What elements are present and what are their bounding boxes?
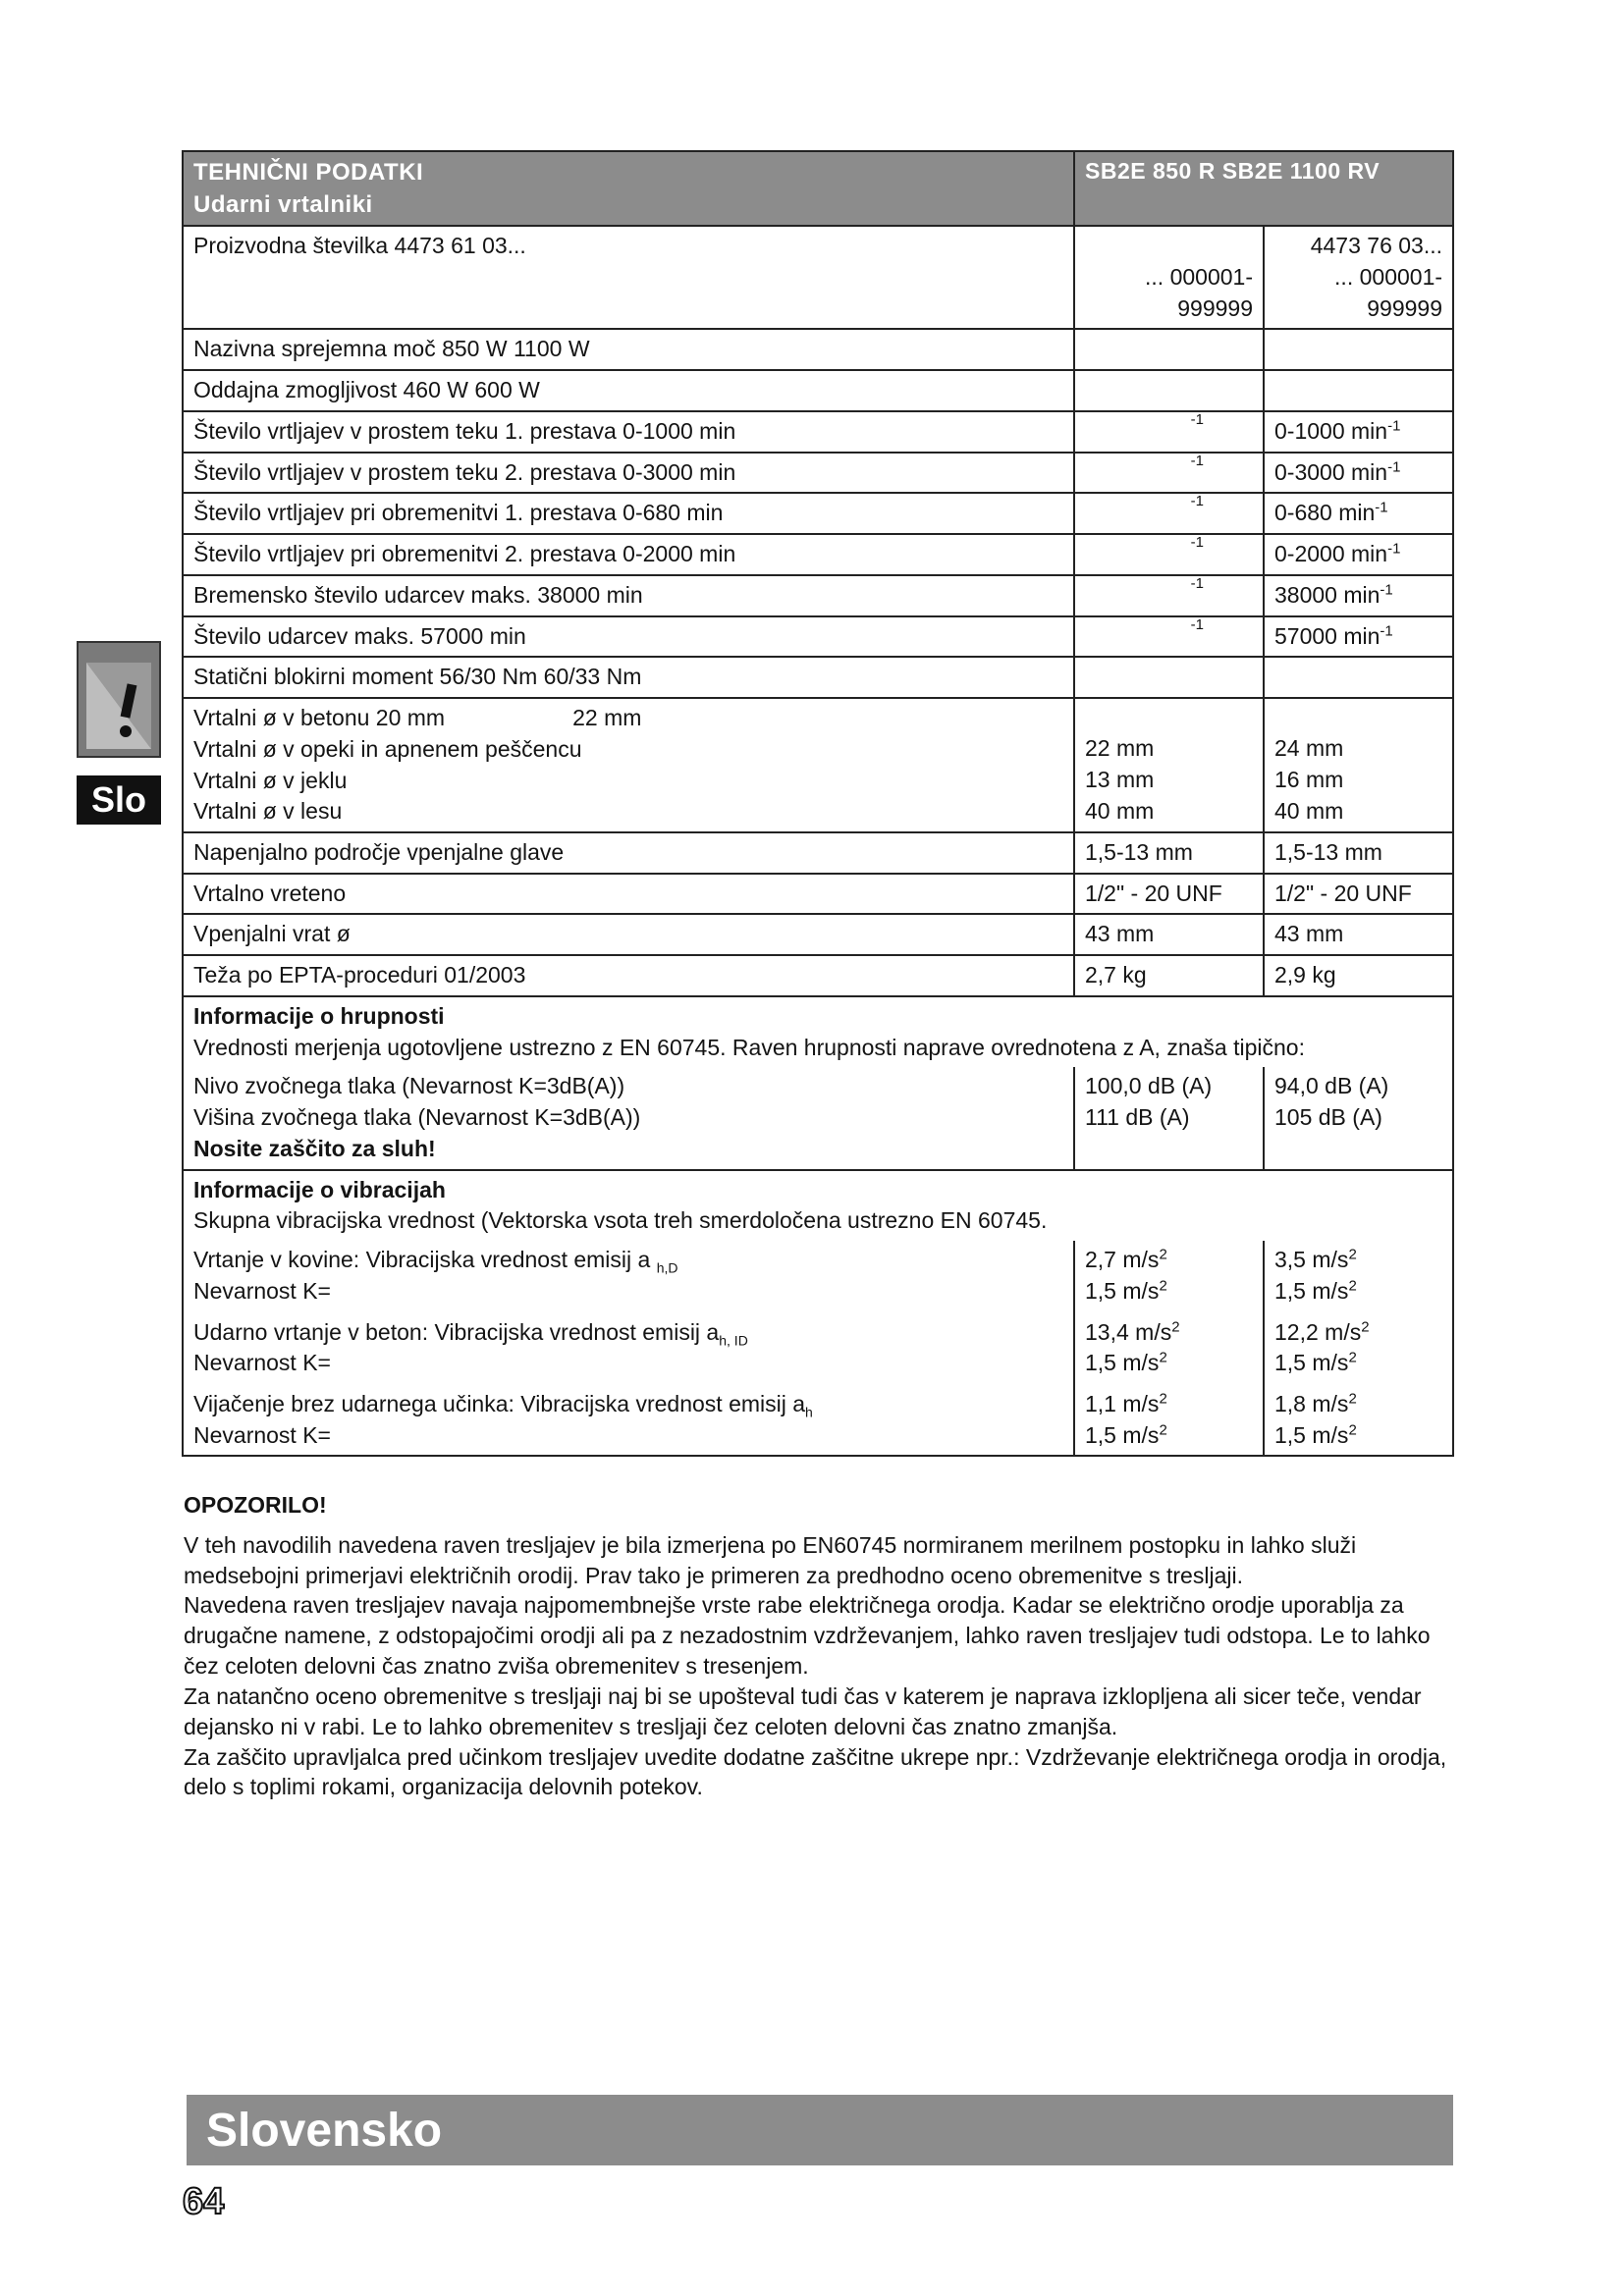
vibration-values-c3 [1264,1241,1453,1456]
table-title: TEHNIČNI PODATKI [193,159,424,186]
load1-exponent: -1 [1074,493,1264,534]
weight-c2: 2,7 kg [1074,955,1264,996]
drill-brick-label: Vrtalni ø v opeki in apnenem peščencu [193,735,582,762]
empty-cell [1264,657,1453,698]
ear-protection-note: Nosite zaščito za sluh! [193,1135,436,1161]
vibration-intro-cell [183,1170,1453,1241]
table-row [183,657,1453,698]
load1-label: Število vrtljajev pri obremenitvi 1. prestava 0-680 min [183,493,1074,534]
spindle-label: Vrtalno vreteno [183,874,1074,915]
collar-label: Vpenjalni vrat ø [183,914,1074,955]
table-row [183,226,1453,329]
noise-power-c2: 111 dB (A) [1085,1104,1190,1131]
drill-brick-c2: 22 mm [1085,735,1155,762]
vibration-screw-uncertainty: Nevarnost K= [193,1421,331,1448]
speed1-c3: 0-1000 $\min^{-1}$ [1264,411,1453,453]
drill-steel-c3: 16 mm [1274,766,1344,792]
output-power-label: Oddajna zmogljivost 460 W 600 W [183,370,1074,411]
spindle-c2: 1/2" - 20 UNF [1074,874,1264,915]
vibration-screw-c3: 1,8 $m/s^2$ [1274,1390,1357,1416]
product-range-c2: ... 000001-999999 [1074,226,1264,329]
weight-label: Teža po EPTA-proceduri 01/2003 [183,955,1074,996]
table-row [183,698,1453,832]
vibration-values-row [183,1241,1453,1456]
noise-intro-cell [183,996,1453,1067]
drill-values-c2 [1074,698,1264,832]
table-row [183,534,1453,575]
noise-values-c3 [1264,1067,1453,1169]
vibration-concrete-k-c2: 1,5 $m/s^2$ [1085,1349,1167,1376]
impact-label: Število udarcev maks. 57000 min [183,616,1074,658]
vibration-screw-k-c2: 1,5 $m/s^2$ [1085,1421,1167,1448]
product-range-c3: ... 000001-999999 [1334,263,1443,321]
vibration-concrete-c3: 12,2 $m/s^2$ [1274,1317,1370,1345]
drill-brick-c3: 24 mm [1274,735,1344,762]
drill-values-c3 [1264,698,1453,832]
chuck-range-c2: 1,5-13 mm [1074,832,1264,874]
table-subtitle: Udarni vrtalniki [193,191,373,219]
vibration-screw-label: Vijačenje brez udarnega učinka: Vibracijska vrednost emisij $a_h$ [193,1390,813,1420]
drill-steel-label: Vrtalni ø v jeklu [193,767,348,793]
empty-cell [1264,370,1453,411]
model-names: SB2E 850 R SB2E 1100 RV [1085,158,1380,184]
warning-paragraph: V teh navodilih navedena raven tresljajev je bila izmerjena po EN60745 normiranem merilnem postopku in lahko služi medsebojni primerjavi električnih orodij. Prav tako je primeren za predhodno oceno obremenitve s tresljaji. [184,1531,1357,1588]
noise-values-row [183,1067,1453,1169]
vibration-metal-k-c3: 1,5 $m/s^2$ [1274,1277,1357,1304]
vibration-labels [183,1241,1074,1456]
table-row [183,370,1453,411]
load2-exponent: -1 [1074,534,1264,575]
spindle-c3: 1/2" - 20 UNF [1264,874,1453,915]
product-number-label: Proizvodna številka 4473 61 03... [183,226,1074,329]
vibration-intro-row [183,1170,1453,1241]
vibration-screw-k-c3: 1,5 $m/s^2$ [1274,1421,1357,1448]
chuck-range-label: Napenjalno področje vpenjalne glave [183,832,1074,874]
vibration-title: Informacije o vibracijah [193,1176,446,1202]
vibration-concrete-k-c3: 1,5 $m/s^2$ [1274,1349,1357,1376]
vibration-screw-c2: 1,1 $m/s^2$ [1085,1390,1167,1416]
torque-label: Statični blokirni moment 56/30 Nm 60/33 Nm [183,657,1074,698]
noise-intro: Vrednosti merjenja ugotovljene ustrezno z EN 60745. Raven hrupnosti naprave ovrednotena z A, znaša tipično: [193,1034,1305,1060]
noise-title: Informacije o hrupnosti [193,1002,445,1029]
drill-wood-label: Vrtalni ø v lesu [193,798,343,825]
warning-paragraph: Navedena raven tresljajev navaja najpomembnejše vrste rabe električnega orodja. Kadar se električno orodje uporablja za drugačne namene, z odstopajočimi orodji ali pa z nezadostnim vzdrževanjem, lahko raven tresljajev tudi odstopa. Le to lahko čez celoten delovni čas znatno zviša obremenitev s tresenjem. [184,1592,1431,1680]
speed1-label: Število vrtljajev v prostem teku 1. prestava 0-1000 min [183,411,1074,453]
impact-load-label: Bremensko število udarcev maks. 38000 min [183,575,1074,616]
speed1-exponent: -1 [1074,411,1264,453]
collar-c3: 43 mm [1264,914,1453,955]
noise-pressure-c2: 100,0 dB (A) [1085,1073,1213,1099]
empty-cell [1074,329,1264,370]
table-row [183,832,1453,874]
noise-pressure-c3: 94,0 dB (A) [1274,1073,1389,1099]
speed2-label: Število vrtljajev v prostem teku 2. prestava 0-3000 min [183,453,1074,494]
table-row [183,955,1453,996]
noise-power-label: Višina zvočnega tlaka (Nevarnost K=3dB(A)) [193,1104,641,1131]
vibration-values-c2 [1074,1241,1264,1456]
impact-load-c3: 38000 $\min^{-1}$ [1264,575,1453,616]
rated-power-label: Nazivna sprejemna moč 850 W 1100 W [183,329,1074,370]
vibration-intro: Skupna vibracijska vrednost (Vektorska vsota treh smerdoločena ustrezno EN 60745. [193,1207,1048,1234]
vibration-metal-uncertainty: Nevarnost K= [193,1277,331,1304]
drill-steel-c2: 13 mm [1085,766,1155,792]
impact-exponent: -1 [1074,616,1264,658]
language-tab: Slo [77,775,161,825]
warning-paragraph: Za natančno oceno obremenitve s tresljaji naj bi se upošteval tudi čas v katerem je naprava izklopljena ali sicer teče, vendar dejansko ni v rabi. Le to lahko obremenitev s tresljaji čez celoten delovni čas znatno zmanjša. [184,1682,1422,1739]
noise-values-c2 [1074,1067,1264,1169]
product-number-c3: 4473 76 03... [1310,233,1443,259]
vibration-metal-c3: 3,5 $m/s^2$ [1274,1246,1357,1273]
drill-diameter-labels [183,698,1074,832]
table-row [183,914,1453,955]
page-number: 64 [183,2181,225,2222]
load2-c3: 0-2000 $\min^{-1}$ [1264,534,1453,575]
impact-c3: 57000 $\min^{-1}$ [1264,616,1453,658]
table-row [183,493,1453,534]
empty-cell [1264,329,1453,370]
vibration-metal-k-c2: 1,5 $m/s^2$ [1085,1277,1167,1304]
speed2-c3: 0-3000 $\min^{-1}$ [1264,453,1453,494]
drill-wood-c3: 40 mm [1274,797,1344,824]
table-row [183,453,1453,494]
drill-concrete-line: Vrtalni ø v betonu 20 mm 22 mm [193,705,642,731]
empty-cell [1074,657,1264,698]
weight-c3: 2,9 kg [1264,955,1453,996]
table-row [183,874,1453,915]
chuck-range-c3: 1,5-13 mm [1264,832,1453,874]
table-row [183,616,1453,658]
impact-load-exponent: -1 [1074,575,1264,616]
noise-labels [183,1067,1074,1169]
empty-cell [1074,370,1264,411]
header-title-cell [183,151,1074,226]
table-row [183,411,1453,453]
vibration-metal-c2: 2,7 $m/s^2$ [1085,1246,1167,1273]
technical-data-table [182,150,1454,1457]
noise-intro-row [183,996,1453,1067]
noise-pressure-label: Nivo zvočnega tlaka (Nevarnost K=3dB(A)) [193,1073,625,1099]
collar-c2: 43 mm [1074,914,1264,955]
drill-wood-c2: 40 mm [1085,797,1155,824]
speed2-exponent: -1 [1074,453,1264,494]
warning-triangle-icon [77,641,161,758]
vibration-metal-label: Vrtanje v kovine: Vibracijska vrednost emisij a $_{h,D}$ [193,1247,678,1276]
product-c3 [1264,226,1453,329]
vibration-concrete-c2: 13,4 $m/s^2$ [1085,1317,1180,1345]
noise-power-c3: 105 dB (A) [1274,1104,1382,1131]
vibration-concrete-uncertainty: Nevarnost K= [193,1350,331,1376]
table-row [183,575,1453,616]
warning-section [184,1490,1460,1802]
vibration-concrete-label: Udarno vrtanje v beton: Vibracijska vrednost emisij $a_{h, ID}$ [193,1318,748,1349]
warning-title: OPOZORILO! [184,1492,327,1518]
table-header-row [183,151,1453,226]
table-row [183,329,1453,370]
language-footer-bar: Slovensko [187,2095,1453,2165]
load2-label: Število vrtljajev pri obremenitvi 2. prestava 0-2000 min [183,534,1074,575]
load1-c3: 0-680 $\min^{-1}$ [1264,493,1453,534]
header-models-cell [1074,151,1453,226]
warning-paragraph: Za zaščito upravljalca pred učinkom tresljajev uvedite dodatne zaščitne ukrepe npr.: Vzdrževanje električnega orodja in orodja, delo s toplimi rokami, organizacija delovnih potekov. [184,1743,1447,1800]
